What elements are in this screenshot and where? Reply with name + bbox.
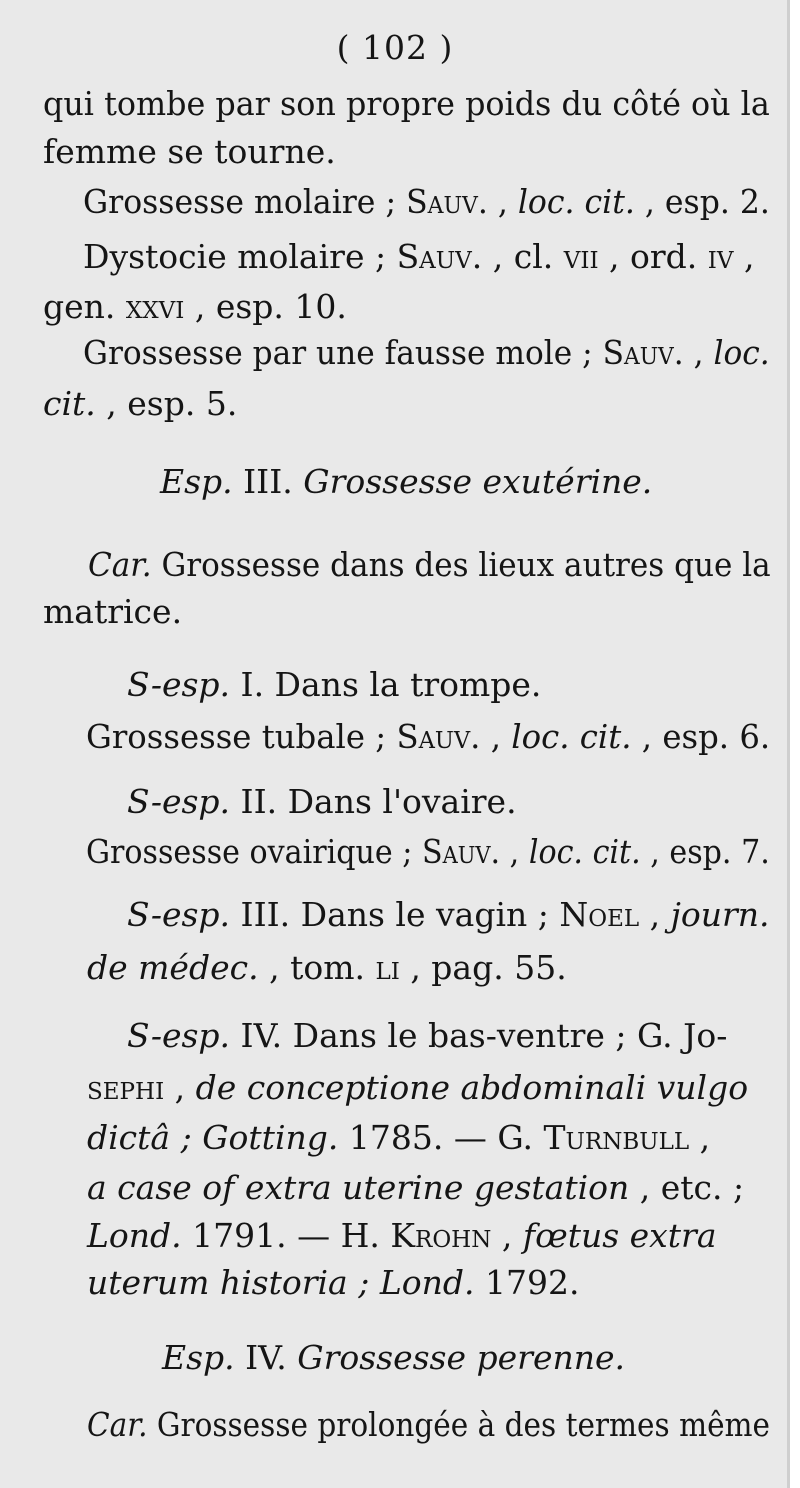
text-line <box>83 333 770 373</box>
text-run: loc. cit. <box>517 182 635 221</box>
text-run: sephi <box>87 1068 165 1107</box>
text-run: Grossesse ovairique ; <box>86 832 422 871</box>
text-run: femme se tourne. <box>43 132 336 171</box>
text-run: dictâ ; Gotting. <box>87 1118 339 1157</box>
text-line <box>87 1068 748 1108</box>
text-run: Grossesse tubale ; <box>86 717 397 756</box>
section-heading <box>160 462 652 502</box>
text-run: Sauv. <box>421 832 501 871</box>
text-run: , <box>689 1118 711 1157</box>
text-run: Grossesse par une fausse mole ; <box>83 333 603 372</box>
text-run: Krohn <box>390 1216 492 1255</box>
text-run: , <box>491 1216 523 1255</box>
text-run: , cl. <box>482 237 564 276</box>
text-run: , tom. <box>258 948 376 987</box>
text-run: li <box>375 948 400 987</box>
text-line <box>83 237 754 277</box>
text-line <box>86 717 770 757</box>
text-run: , <box>500 832 529 871</box>
text-line <box>83 182 770 222</box>
text-run: Esp. <box>162 1338 235 1377</box>
text-line: qui tombe par son propre poids du côté où la <box>43 84 770 123</box>
text-run: iv <box>707 237 734 276</box>
text-run: Esp. <box>160 462 233 501</box>
text-run: , esp. 7. <box>640 832 770 871</box>
subsection-heading <box>127 665 541 705</box>
text-run: , <box>733 237 755 276</box>
text-line <box>43 384 237 424</box>
text-run: Lond. <box>87 1216 182 1255</box>
text-run: II. Dans l'ovaire. <box>230 782 517 821</box>
text-run: III. <box>232 462 304 501</box>
text-run: Turnbull <box>543 1118 690 1157</box>
text-run: , ord. <box>598 237 708 276</box>
text-run: Grossesse dans des lieux autres que la <box>151 545 771 584</box>
text-run: , <box>487 182 518 221</box>
text-run: Grossesse perenne. <box>297 1338 625 1377</box>
text-run: , esp. 6. <box>631 717 771 756</box>
text-run: a case of extra uterine gestation <box>87 1168 630 1207</box>
text-run: , etc. ; <box>629 1168 745 1207</box>
text-run: matrice. <box>43 592 183 631</box>
text-line <box>43 132 336 172</box>
text-line <box>88 545 771 585</box>
text-line <box>87 948 567 988</box>
text-line <box>87 1168 744 1208</box>
page-number: ( 102 ) <box>336 28 454 67</box>
text-run: , esp. 10. <box>184 287 347 326</box>
text-run: S-esp. <box>127 1016 231 1055</box>
text-run: IV. <box>234 1338 298 1377</box>
text-run: , pag. 55. <box>399 948 567 987</box>
text-run: fœtus extra <box>522 1216 717 1255</box>
text-line <box>43 287 347 327</box>
text-run: 1785. — G. <box>338 1118 544 1157</box>
text-run: 1792. <box>474 1263 580 1302</box>
text-run: uterum historia ; Lond. <box>87 1263 475 1302</box>
text-run: Noel <box>559 895 640 934</box>
text-run: I. Dans la trompe. <box>230 665 542 704</box>
text-line <box>87 1216 717 1256</box>
text-run: S-esp. <box>127 782 231 821</box>
text-run: , <box>683 333 714 372</box>
text-line <box>43 592 182 632</box>
text-run: Grossesse exutérine. <box>303 462 653 501</box>
text-run: 1791. — H. <box>181 1216 391 1255</box>
text-run: Sauv. <box>406 182 488 221</box>
text-run: S-esp. <box>127 665 231 704</box>
text-line <box>87 1118 710 1158</box>
text-run: , <box>164 1068 196 1107</box>
text-run: , esp. 5. <box>95 384 238 423</box>
text-run: , esp. 2. <box>634 182 770 221</box>
text-run: Car. <box>87 1405 148 1444</box>
text-run: Sauv. <box>602 333 684 372</box>
text-line <box>87 1263 579 1303</box>
text-run: Car. <box>88 545 152 584</box>
text-run: loc. <box>713 333 770 372</box>
text-run: S-esp. <box>127 895 231 934</box>
text-run: Grossesse prolongée à des termes même <box>147 1405 771 1444</box>
text-run: Sauv. <box>396 717 481 756</box>
text-run: , <box>639 895 671 934</box>
text-run: Sauv. <box>396 237 483 276</box>
text-run: III. Dans le vagin ; <box>230 895 560 934</box>
text-run: de médec. <box>87 948 259 987</box>
text-run: loc. cit. <box>511 717 632 756</box>
text-run: gen. <box>43 287 126 326</box>
text-run: IV. Dans le bas-ventre ; G. Jo- <box>230 1016 728 1055</box>
subsection-heading <box>127 782 517 822</box>
subsection-heading <box>127 1016 727 1056</box>
text-run: journ. <box>670 895 770 934</box>
text-run: , <box>480 717 512 756</box>
text-run: xxvi <box>125 287 185 326</box>
text-run: Dystocie molaire ; <box>83 237 397 276</box>
text-line <box>86 832 770 872</box>
text-run: de conceptione abdominali vulgo <box>195 1068 749 1107</box>
subsection-heading <box>127 895 770 935</box>
text-run: vii <box>563 237 599 276</box>
text-line <box>87 1405 770 1445</box>
text-run: cit. <box>43 384 96 423</box>
section-heading <box>162 1338 625 1378</box>
text-run: loc. cit. <box>528 832 641 871</box>
text-run: Grossesse molaire ; <box>83 182 407 221</box>
